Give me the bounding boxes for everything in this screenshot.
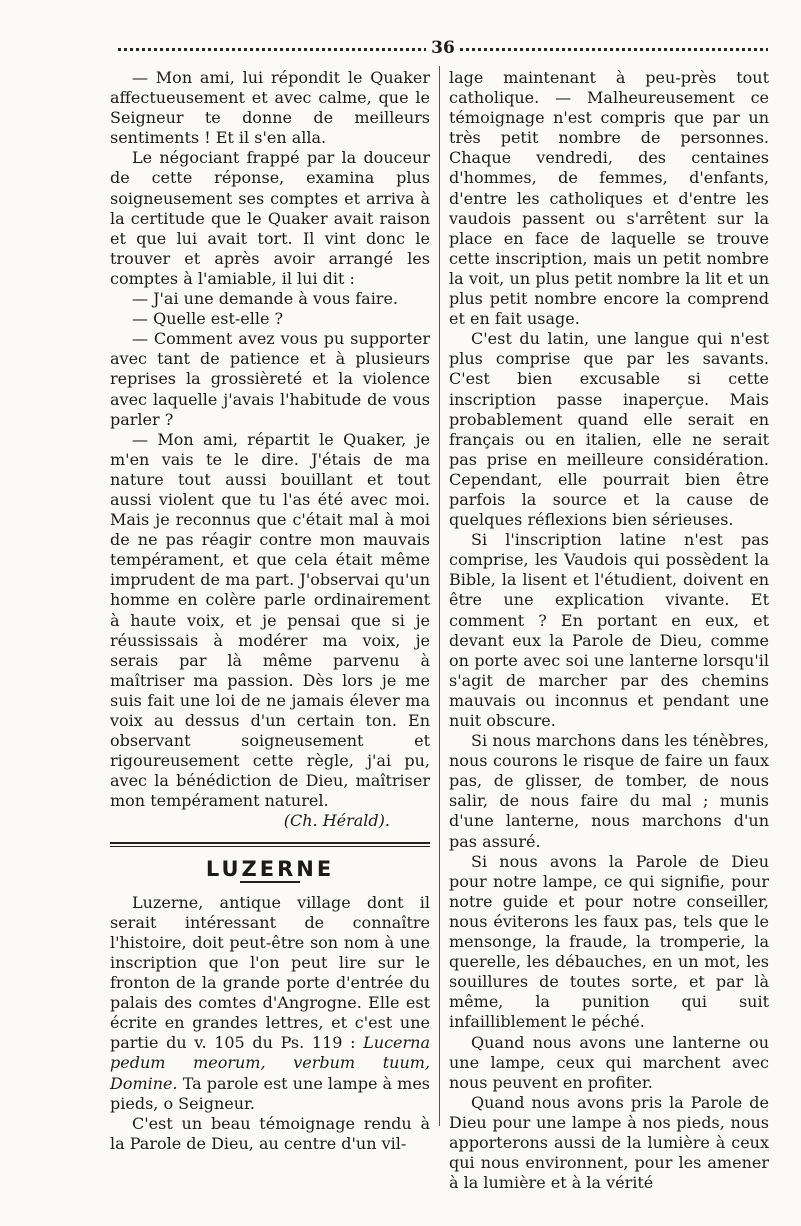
right-column (449, 68, 769, 1193)
quaker-paragraph-4: — Quelle est-elle ? (132, 309, 284, 329)
quaker-paragraph-5: — Comment avez vous pu supporter avec tant de patience et à plusieurs reprises la grossièreté et la violence avec laquelle j'avais l'habitude de vous parler ? (110, 329, 430, 429)
quaker-paragraph-6: — Mon ami, répartit le Quaker, je m'en vais te le dire. J'étais de ma nature tout aussi bouillant et tout aussi violent que tu l'as été avec moi. Mais je reconnus que c'était mal à moi de ne pas réagir contre mon mauvais tempérament, et que cela était même imprudent de ma part. J'observai qu'un homme en colère parle ordinairement à haute voix, et je pensai que si je réussissais à modérer ma voix, je serais par là même parvenu à maîtriser ma passion. Dès lors je me suis fait une loi de ne jamais élever ma voix au dessus d'un certain ton. En observant soigneusement et rigoureusement cette règle, j'ai pu, avec la bénédiction de Dieu, maîtriser mon tempérament naturel. (110, 429, 430, 811)
page-number: 36 (431, 38, 455, 58)
title-underline (240, 881, 300, 883)
luzerne-paragraph-5: Si nous marchons dans les ténèbres, nous courons le risque de faire un faux pas, de glisser, de tomber, de nous salir, de nous faire du mal ; munis d'une lanterne, nous marchons d'un pas assuré. (449, 731, 769, 851)
luzerne-text-a: Luzerne, antique village dont il serait intéressant de connaître l'histoire, doit peut-être son nom à une inscription que l'on peut lire sur le fronton de la grande porte d'entrée du palais des comtes d'Angrogne. Elle est écrite en grandes lettres, et c'est une partie du v. 105 du Ps. 119 : (110, 892, 430, 1053)
luzerne-paragraph-2: C'est un beau témoignage rendu à la Parole de Dieu, au centre d'un vil- (110, 1113, 430, 1153)
luzerne-paragraph-1 (110, 893, 430, 1114)
latin-quotation: Lucerna pedum meorum, verbum tuum, Domine. (110, 1033, 430, 1093)
section-title: LUZERNE (205, 856, 335, 881)
column-separator (439, 66, 440, 1126)
quaker-paragraph-1: — Mon ami, lui répondit le Quaker affectueusement et avec calme, que le Seigneur te donne de meilleurs sentiments ! Et il s'en alla. (110, 68, 430, 148)
luzerne-continuation: lage maintenant à peu-près tout catholique. — Malheureusement ce témoignage n'est compris que par un très petit nombre de personnes. Chaque vendredi, des centaines d'hommes, de femmes, d'enfants, d'entre les catholiques et d'entre les vaudois passent ou s'arrêtent sur la place en face de laquelle se trouve cette inscription, mais un petit nombre la voit, un plus petit nombre la lit et un plus petit nombre encore la comprend et en fait usage. (449, 68, 769, 329)
luzerne-paragraph-3: C'est du latin, une langue qui n'est plus comprise que par les savants. C'est bien excusable si cette inscription passe inaperçue. Mais probablement quand elle serait en français ou en italien, elle ne serait pas prise en meilleure considération. Cependant, elle pourrait bien être parfois la source et la cause de quelques réflexions bien sérieuses. (449, 329, 769, 530)
header-rule-right (460, 48, 768, 51)
luzerne-paragraph-7: Quand nous avons une lanterne ou une lampe, ceux qui marchent avec nous peuvent en profiter. (449, 1032, 769, 1092)
left-column (110, 68, 430, 1154)
quaker-paragraph-2: Le négociant frappé par la douceur de cette réponse, examina plus soigneusement ses comptes et arriva à la certitude que le Quaker avait raison et que lui avait tort. Il vint donc le trouver et après avoir arrangé les comptes à l'amiable, il lui dit : (110, 148, 430, 288)
article-signature: (Ch. Hérald). (283, 811, 390, 831)
luzerne-text-b: Ta parole est une lampe à mes pieds, o Seigneur. (110, 1073, 430, 1113)
section-divider (110, 842, 430, 847)
page-header (118, 38, 768, 62)
header-rule-left (118, 48, 426, 51)
luzerne-paragraph-8: Quand nous avons pris la Parole de Dieu pour une lampe à nos pieds, nous apporterons aussi de la lumière à ceux qui nous environnent, pour les amener à la lumière et à la vérité (449, 1092, 769, 1193)
quaker-paragraph-3: — J'ai une demande à vous faire. (132, 289, 399, 309)
luzerne-paragraph-4: Si l'inscription latine n'est pas comprise, les Vaudois qui possèdent la Bible, la lisent et l'étudient, doivent en être une explication vivante. Et comment ? En portant en eux, et devant eux la Parole de Dieu, comme on porte avec soi une lanterne lorsqu'il s'agit de marcher par des chemins mauvais ou inconnus et pendant une nuit obscure. (449, 530, 769, 730)
luzerne-paragraph-6: Si nous avons la Parole de Dieu pour notre lampe, ce qui signifie, pour notre guide et pour notre conseiller, nous éviterons les faux pas, tels que le mensonge, la fraude, la tromperie, la querelle, les débauches, en un mot, les souillures de toutes sorte, et par là même, la punition qui suit infailliblement le péché. (449, 851, 769, 1032)
